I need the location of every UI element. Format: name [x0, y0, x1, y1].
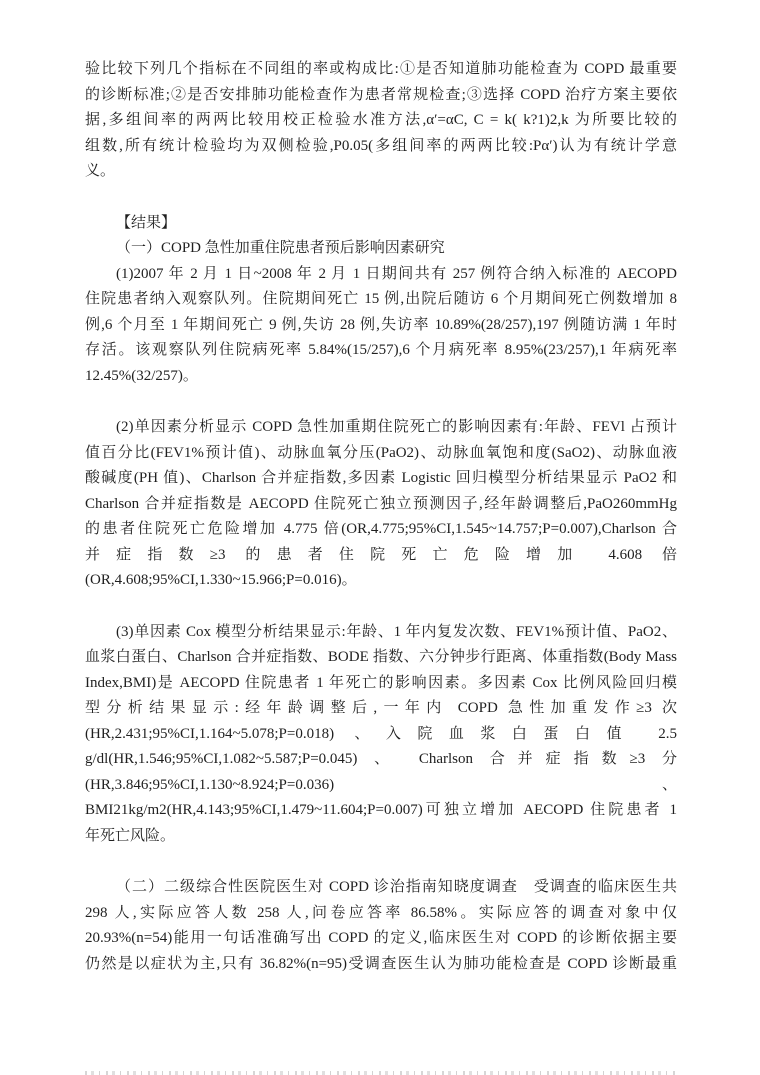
text-line: BMI21kg/m2(HR,4.143;95%CI,1.479~11.604;P=0.007)可独立增加 AECOPD 住院患者 1: [85, 802, 677, 818]
text-line: 组数,所有统计检验均为双侧检验,P0.05(多组间率的两两比较:Pα′)认为有统计学意: [85, 137, 677, 154]
cutoff-text-sliver: [85, 1071, 677, 1075]
text-line: 酸碱度(PH 值)、Charlson 合并症指数,多因素 Logistic 回归模型分析结果显示 PaO2 和: [85, 470, 677, 486]
text-line: (3)单因素 Cox 模型分析结果显示:年龄、1 年内复发次数、FEV1%预计值、PaO2、: [116, 623, 677, 640]
text-line: (2)单因素分析显示 COPD 急性加重期住院死亡的影响因素有:年龄、FEVl 占预计: [116, 419, 677, 435]
paragraph-results-2: [85, 415, 677, 594]
text-line: 的诊断标准;②是否安排肺功能检查作为患者常规检查;③选择 COPD 治疗方案主要依: [85, 86, 677, 103]
text-line: (HR,2.431;95%CI,1.164~5.078;P=0.018) 、入院血浆白蛋白值 2.5: [85, 725, 677, 742]
paragraph-results-3: [85, 620, 677, 850]
text-line: 的患者住院死亡危险增加 4.775 倍(OR,4.775;95%CI,1.545~14.757;P=0.007),Charlson 合: [85, 521, 677, 537]
text-line: (1)2007 年 2 月 1 日~2008 年 2 月 1 日期间共有 257 例符合纳入标准的 AECOPD: [116, 265, 677, 282]
subsection-header-2: （二）二级综合性医院医生对 COPD 诊治指南知晓度调查 受调查的临床医生共: [116, 879, 677, 895]
section-results-part1: [85, 211, 677, 390]
text-line: 仍然是以症状为主,只有 36.82%(n=95)受调查医生认为肺功能检查是 COPD 诊断最重: [85, 955, 677, 972]
text-line: 据,多组间率的两两比较用校正检验水准方法,α′=αC, C = k( k?1)2,k 为所要比较的: [85, 112, 677, 128]
text-line: 12.45%(32/257)。: [85, 367, 198, 384]
text-line: 例,6 个月至 1 年期间死亡 9 例,失访 28 例,失访率 10.89%(28/257),197 例随访满 1 年时: [85, 316, 677, 333]
text-line: 住院患者纳入观察队列。住院期间死亡 15 例,出院后随访 6 个月期间死亡例数增加 8: [85, 291, 677, 307]
section-results-part2: [85, 875, 677, 977]
text-line: 298 人,实际应答人数 258 人,问卷应答率 86.58%。实际应答的调查对象中仅: [85, 904, 677, 921]
text-line: 存活。该观察队列住院病死率 5.84%(15/257),6 个月病死率 8.95%(23/257),1 年病死率: [85, 342, 677, 358]
text-line: 型分析结果显示:经年龄调整后,一年内 COPD 急性加重发作≥3 次: [85, 700, 677, 716]
text-line: 值百分比(FEV1%预计值)、动脉血氧分压(PaO2)、动脉血氧饱和度(SaO2)、动脉血液: [85, 444, 677, 461]
subsection-header-1: （一）COPD 急性加重住院患者预后影响因素研究: [116, 240, 445, 256]
text-line: Index,BMI)是 AECOPD 住院患者 1 年死亡的影响因素。多因素 Cox 比例风险回归模: [85, 674, 677, 691]
text-line: g/dl(HR,1.546;95%CI,1.082~5.587;P=0.045) 、 Charlson 合并症指数≥3 分: [85, 751, 677, 767]
paragraph-statistical-methods: [85, 57, 677, 185]
text-line: 20.93%(n=54)能用一句话准确写出 COPD 的定义,临床医生对 COPD 的诊断依据主要: [85, 930, 677, 946]
section-header-results: 【结果】: [116, 214, 177, 231]
text-line: (HR,3.846;95%CI,1.130~8.924;P=0.036) 、: [85, 776, 677, 793]
text-line: Charlson 合并症指数是 AECOPD 住院死亡独立预测因子,经年龄调整后,PaO260mmHg: [85, 495, 677, 512]
text-line: 血浆白蛋白、Charlson 合并症指数、BODE 指数、六分钟步行距离、体重指数(Body Mass: [85, 649, 677, 665]
text-line: 义。: [85, 163, 116, 179]
text-line: 年死亡风险。: [85, 827, 176, 844]
text-line: 并症指数≥3 的患者住院死亡危险增加 4.608 倍: [85, 546, 677, 563]
text-line: (OR,4.608;95%CI,1.330~15.966;P=0.016)。: [85, 572, 357, 588]
text-line: 验比较下列几个指标在不同组的率或构成比:①是否知道肺功能检查为 COPD 最重要: [85, 61, 677, 77]
